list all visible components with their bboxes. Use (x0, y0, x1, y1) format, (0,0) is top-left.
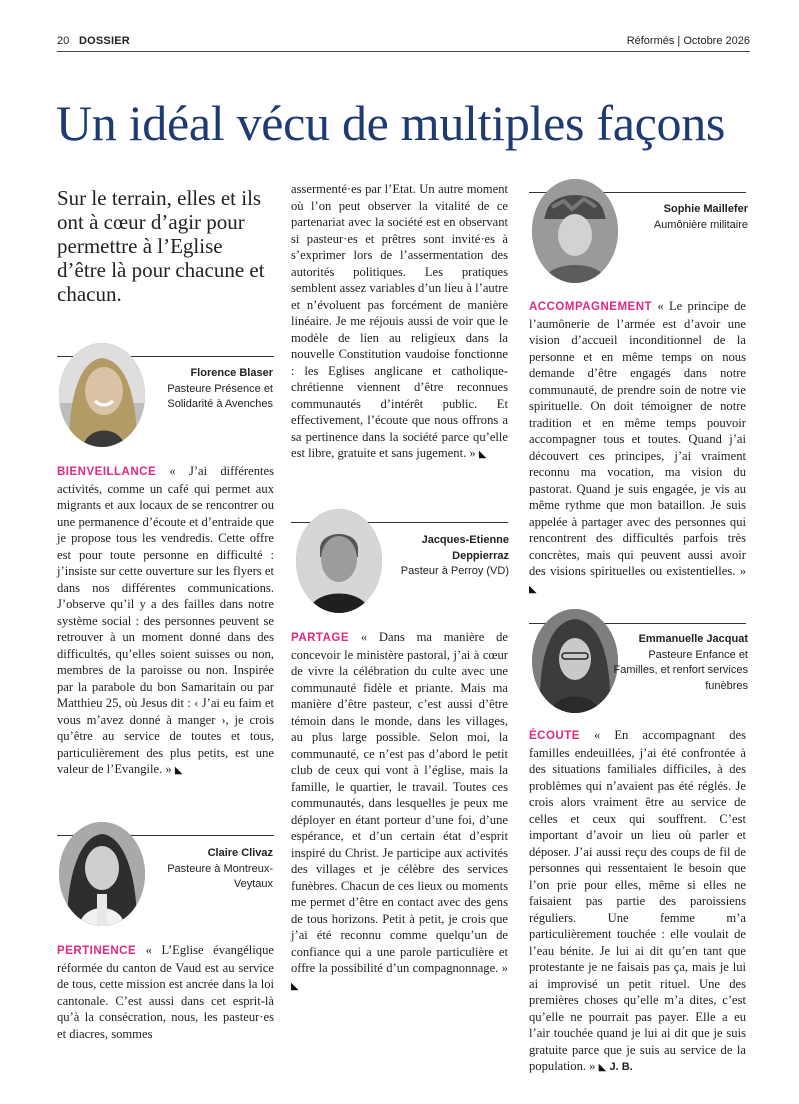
portrait-photo-emmanuelle (532, 609, 618, 713)
header-divider (57, 51, 750, 52)
portrait-photo-sophie (532, 179, 618, 283)
quote-block-sophie (529, 298, 746, 598)
profile-caption-claire (163, 846, 273, 893)
person-name: Emmanuelle Jacquat (638, 633, 748, 645)
profile-caption-emmanuelle (608, 632, 748, 694)
author-signature: J. B. (609, 1061, 633, 1073)
quote-block-claire (57, 942, 274, 1042)
portrait-photo-jacques (296, 509, 382, 613)
person-role: Pasteure Présence et Solidarité à Avenches (167, 382, 273, 410)
profile-caption-florence (163, 366, 273, 413)
end-mark-icon: ◣ (174, 765, 183, 776)
person-name: Florence Blaser (190, 367, 273, 379)
portrait-photo-florence (59, 343, 145, 447)
end-mark-icon: ◣ (478, 449, 487, 460)
portrait-photo-claire (59, 822, 145, 926)
keyword-label: PARTAGE (291, 632, 350, 644)
end-mark-icon: ◣ (291, 980, 299, 992)
quote-continuation-claire (291, 181, 508, 464)
quote-block-jacques (291, 629, 508, 995)
quote-text: « En accompagnant des familles endeuillées, j’ai été confrontée à des situations familiales difficiles, à des problèmes qui n’avaient pas été réglés. Je crois alors vraiment être au service de celles et ceux qui souffrent. C’est important d’avoir un lieu où parler et déposer. J’ai aussi reçu des coups de fil de personnes qui ressentaient le besoin que l’on prie pour elles, même si elles ne faisaient pas partie des paroissiens réguliers. Une femme m’a particulièrement touchée : elle voulait de l’eau bénite. Je lui ai dit qu’en tant que protestante je ne faisais pas ça, mais je lui ai improvisé un petit rituel. Une des premières choses qu’elle m’a dites, c’est qu’elle ne pourrait pas payer. Elle a eu l’air touchée quand je lui ai dit que je suis gratuite parce que je suis au service de la population. » (529, 728, 747, 1073)
end-mark-icon: ◣ (529, 583, 537, 595)
person-name: Jacques-Etienne Deppierraz (421, 534, 509, 562)
keyword-label: BIENVEILLANCE (57, 466, 157, 478)
profile-caption-jacques (399, 533, 509, 580)
section-name: DOSSIER (79, 35, 130, 47)
profile-caption-sophie (628, 202, 748, 233)
article-lead: Sur le terrain, elles et ils ont à cœur d’agir pour permettre à l’Eglise d’être là pour chacune et chacun. (57, 186, 265, 306)
publication-info: Réformés | Octobre 2026 (626, 35, 750, 47)
person-name: Claire Clivaz (207, 847, 273, 859)
keyword-label: ACCOMPAGNEMENT (529, 301, 653, 313)
quote-block-emmanuelle (529, 727, 746, 1077)
person-role: Aumônière militaire (653, 218, 748, 231)
person-role: Pasteure à Montreux-Veytaux (167, 862, 273, 890)
quote-text-continued: assermenté·es par l’Etat. Un autre moment où l’on peut observer la vitalité de ce partenariat avec la société est en observant si pasteur·es et prêtres sont invité·es à s’exprimer lors de l’assermentation des autorités politiques. Les pratiques semblent assez variables d’un lieu à l’autre et n’évoluent pas forcément de manière linéaire. Je me réjouis aussi de voir que le modèle de lien au religieux dans la nouvelle Constitution vaudoise fonctionne : les Eglises anglicane et catholique-chrétienne viennent d’être reconnues communautés d’intérêt public. Et effectivement, l’écoute que nous offrons a sa pertinence dans la société parce qu’elle est libre, gratuite et sans jugement. » (291, 182, 508, 460)
page-header (57, 33, 750, 51)
quote-text: « L’Eglise évangélique réformée du canton de Vaud est au service de tous, cette mission est ancrée dans la loi cantonale. C’est aussi dans cet esprit-là qu’à la consécration, nous, les pasteur·es et diacres, sommes (57, 943, 274, 1041)
page-number: 20 (57, 35, 70, 47)
quote-text: « Dans ma manière de concevoir le ministère pastoral, j’ai à cœur de vivre la célébration du culte avec une communauté fidèle et priante. Mais ma manière d’être pasteur, c’est aussi d’être témoin dans le monde, dans les villages, au plus large possible. Selon moi, la communauté, ce n’est pas d’abord le petit club de ceux qui vont à l’église, mais la famille, le quartier, le travail. Toutes ces communautés, dans lesquelles je peux me déployer en étant porteur d’une foi, d’une espérance, et d’un certain état d’esprit inspiré du Christ. Je participe aux activités des villages et je célèbre des services funèbres. Chacun de ces lieux ou moments me permet d’être en contact avec des gens de tous horizons. Petit à petit, je crois que j’ai été reconnu comme quelqu’un de confiance qui a une parole particulière et offre la possibilité d’un compagnonnage. » (291, 630, 508, 975)
person-role: Pasteur à Perroy (VD) (400, 565, 509, 577)
quote-text: « Le principe de l’aumônerie de l’armée est d’avoir une vision d’accueil inconditionnel de la personne et en même temps on nous demande d’être engagés dans notre communauté, de prendre soin de notre vie spirituelle. On doit témoigner de notre tradition et en même temps pouvoir accompagner tous et toutes. Quand j’ai découvert ces principes, j’ai vraiment reconnu ma vocation, ma vision du pastorat. Quand je suis engagée, je vis au même rythme que mon bataillon. Je suis appelée à partager avec des personnes qui rencontrent des difficultés parfois très concrètes, mais qui peuvent aussi avoir des visions spirituelles ou existentielles. » (529, 299, 746, 578)
person-role: Pasteure Enfance et Familles, et renfort services funèbres (613, 648, 748, 692)
quote-block-florence (57, 463, 274, 780)
person-name: Sophie Maillefer (663, 203, 748, 215)
keyword-label: ÉCOUTE (529, 730, 580, 742)
keyword-label: PERTINENCE (57, 945, 137, 957)
article-title: Un idéal vécu de multiples façons (56, 95, 726, 151)
quote-text: « J’ai différentes activités, comme un café qui permet aux migrants et aux locaux de se rencontrer ou une permanence d’écoute et d’entraide que je propose tous les vendredis. Cette offre est pour toute personne en difficulté : j’insiste sur cette ouverture sur les flyers et dans nos différentes communications. J’observe qu’il y a des failles dans notre système social : des personnes peuvent se retrouver à un moment donné dans des difficultés, qu’elles soient suisses ou non, membres de la paroisse ou non. Inspirée par la parabole du bon Samaritain ou par Matthieu 25, où Jesus dit : ‹ J’ai eu faim et vous m’avez donné à manger ›, je crois qu’être au service de toutes et tous, particulièrement des plus petits, est une valeur de l’Evangile. » (57, 464, 274, 776)
end-mark-icon: ◣ (598, 1062, 607, 1073)
